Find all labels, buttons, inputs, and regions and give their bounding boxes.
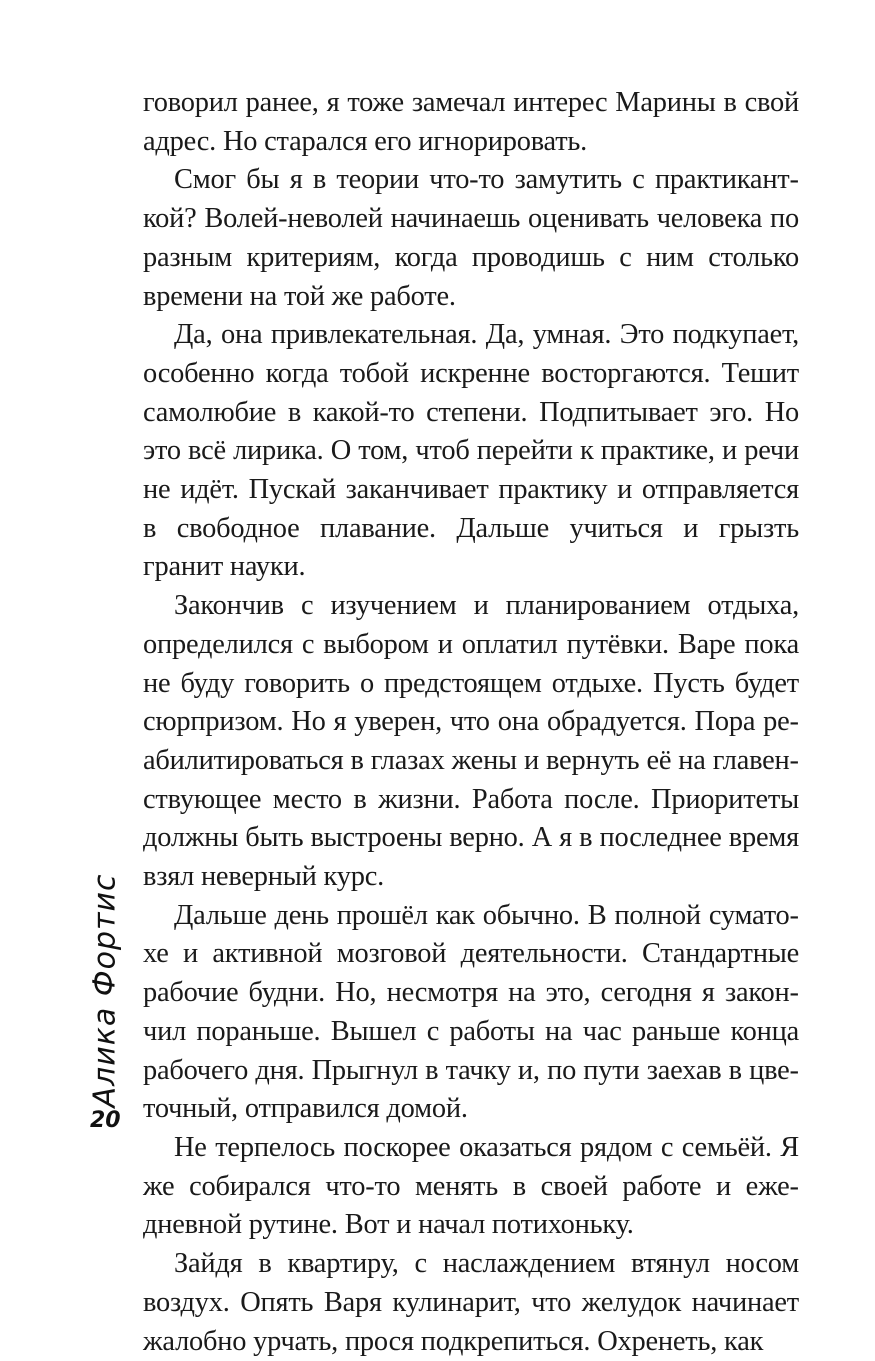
- paragraph-continued: говорил ранее, я тоже замечал интерес Марины в свой адрес. Но старался его игнорировать.: [143, 87, 799, 157]
- author-name: Алика Фортис: [87, 873, 123, 1107]
- page-body-text: [143, 84, 799, 1361]
- running-head-author: [83, 873, 127, 1107]
- paragraph: Закончив с изучением и планированием отдыха, определился с выбором и оплатил путёвки. Варе пока не буду говорить о предстоящем отдыхе. Пусть будет сюрпризом. Но я уверен, что она обрадуется. Пора реабилитироваться в глазах жены и вернуть её на главенствующее место в жизни. Работа после. Приоритеты должны быть выстроены верно. А я в последнее время взял неверный курс.: [143, 590, 799, 893]
- paragraph: Не терпелось поскорее оказаться рядом с семьёй. Я же собирался что-то менять в своей работе и ежедневной рутине. Вот и начал потихоньку.: [143, 1131, 799, 1241]
- paragraph: Да, она привлекательная. Да, умная. Это подкупает, особенно когда тобой искренне восторгаются. Тешит самолюбие в какой-то степени. Подпитывает эго. Но это всё лирика. О том, чтоб перейти к практике, и речи не идёт. Пускай заканчивает практику и отправляется в свободное плавание. Дальше учиться и грызть гранит науки.: [143, 319, 799, 583]
- paragraph: Зайдя в квартиру, с наслаждением втянул носом воздух. Опять Варя кулинарит, что желудок начинает жалобно урчать, прося подкрепиться. Охренеть, как: [143, 1248, 799, 1357]
- page-number: 20: [90, 1108, 121, 1133]
- paragraph: Смог бы я в теории что-то замутить с практиканткой? Волей-неволей начинаешь оценивать человека по разным критериям, когда проводишь с ним столько времени на той же работе.: [143, 164, 799, 312]
- paragraph: Дальше день прошёл как обычно. В полной суматохе и активной мозговой деятельности. Стандартные рабочие будни. Но, несмотря на это, сегодня я закончил пораньше. Вышел с работы на час раньше конца рабочего дня. Прыгнул в тачку и, по пути заехав в цветочный, отправился домой.: [143, 899, 799, 1125]
